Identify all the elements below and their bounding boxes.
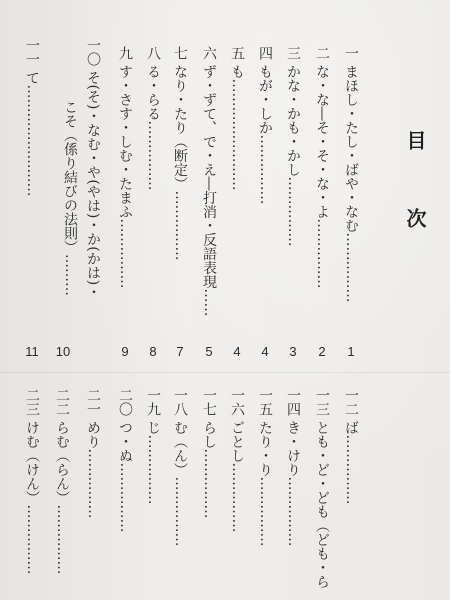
entry-text: そ(そ)・なむ・や(やは)・か(かは)・: [85, 70, 101, 300]
entry-number: 二〇: [117, 388, 133, 416]
toc-entry-21: [86, 388, 100, 518]
entry-number: 一〇: [85, 38, 101, 66]
entry-number: 二二: [54, 388, 70, 416]
entry-text: じ……………: [145, 420, 161, 505]
entry-text: めり……………: [85, 420, 101, 519]
page-number: 5: [205, 344, 213, 359]
entry-number: 一: [343, 46, 359, 60]
entry-number: 七: [172, 46, 188, 60]
toc-entry-3: [286, 46, 300, 246]
entry-text: ごとし……………: [229, 420, 245, 533]
entry-number: 一五: [257, 388, 273, 416]
entry-text: らむ（らん）……………: [54, 420, 70, 575]
toc-entry-1: [344, 46, 358, 302]
entry-number: 一七: [201, 388, 217, 416]
entry-number: 一六: [229, 388, 245, 416]
entry-text: もが・しか……………: [257, 64, 273, 205]
page-number: 7: [176, 344, 184, 359]
toc-entry-10: [86, 38, 100, 299]
toc-entry-15: [258, 388, 272, 546]
page-number: 11: [25, 344, 39, 359]
toc-entry-23: [25, 388, 39, 574]
toc-heading: 目次: [403, 130, 427, 286]
entry-text: かな・かも・かし……………: [285, 64, 301, 247]
entry-text: なり・たり（断定）……………: [172, 64, 188, 261]
entry-number: 六: [201, 46, 217, 60]
page-number: 4: [261, 344, 269, 359]
entry-number: 二一: [85, 388, 101, 416]
entry-text: す・さす・しむ・たまふ……………: [117, 64, 133, 289]
page-number: 3: [289, 344, 297, 359]
entry-number: 三: [285, 46, 301, 60]
entry-text: まほし・たし・ばや・なむ……………: [343, 64, 359, 303]
entry-text: ば……………: [343, 420, 359, 505]
entry-text: つ・ぬ……………: [117, 420, 133, 533]
entry-text: る・らる……………: [145, 64, 161, 191]
entry-text: き・けり……………: [285, 420, 301, 547]
toc-entry-9: [118, 46, 132, 288]
entry-number: 一四: [285, 388, 301, 416]
page-number: 2: [318, 344, 326, 359]
toc-entry-10-continued: [63, 100, 77, 296]
page-number: 10: [55, 344, 71, 359]
entry-text: む（ん）……………: [172, 420, 188, 547]
entry-text: とも・ど・ども（ども・ら: [314, 420, 330, 589]
entry-text: らし……………: [201, 420, 217, 519]
toc-entry-11: [25, 38, 39, 196]
toc-entry-6: [202, 46, 216, 316]
entry-text: たり・り……………: [257, 420, 273, 547]
toc-entry-20: [118, 388, 132, 532]
entry-text: な・な―そ・そ・な・よ……………: [314, 64, 330, 289]
page-number: 1: [347, 344, 355, 359]
entry-text: けむ（けん）……………: [24, 420, 40, 575]
entry-number: 五: [229, 46, 245, 60]
toc-entry-13: [315, 388, 329, 588]
toc-entry-2: [315, 46, 329, 288]
entry-number: 一二: [343, 388, 359, 416]
entry-text: ず・ずて、で・え―打消・反語表現……: [201, 64, 217, 317]
entry-text: も……………………: [229, 64, 245, 191]
toc-entry-8: [146, 46, 160, 190]
toc-entry-4: [258, 46, 272, 204]
page-number: 9: [121, 344, 129, 359]
entry-number: 九: [117, 46, 133, 60]
entry-number: 一八: [172, 388, 188, 416]
toc-entry-7: [173, 46, 187, 260]
toc-entry-14: [286, 388, 300, 546]
toc-entry-17: [202, 388, 216, 518]
entry-number: 八: [145, 46, 161, 60]
entry-number: 二三: [24, 388, 40, 416]
toc-entry-22: [55, 388, 69, 574]
toc-entry-19: [146, 388, 160, 504]
page-number: 8: [149, 344, 157, 359]
entry-number: 一一: [24, 38, 40, 66]
entry-number: 一九: [145, 388, 161, 416]
toc-entry-16: [230, 388, 244, 532]
entry-number: 二: [314, 46, 330, 60]
section-gap: [0, 372, 450, 373]
entry-number: 四: [257, 46, 273, 60]
entry-number: 一三: [314, 388, 330, 416]
toc-entry-5: [230, 46, 244, 190]
toc-entry-12: [344, 388, 358, 504]
entry-text: こそ（係り結びの法則）………: [62, 100, 78, 296]
entry-text: て……………………: [24, 70, 40, 197]
page-number: 4: [233, 344, 241, 359]
toc-entry-18: [173, 388, 187, 546]
